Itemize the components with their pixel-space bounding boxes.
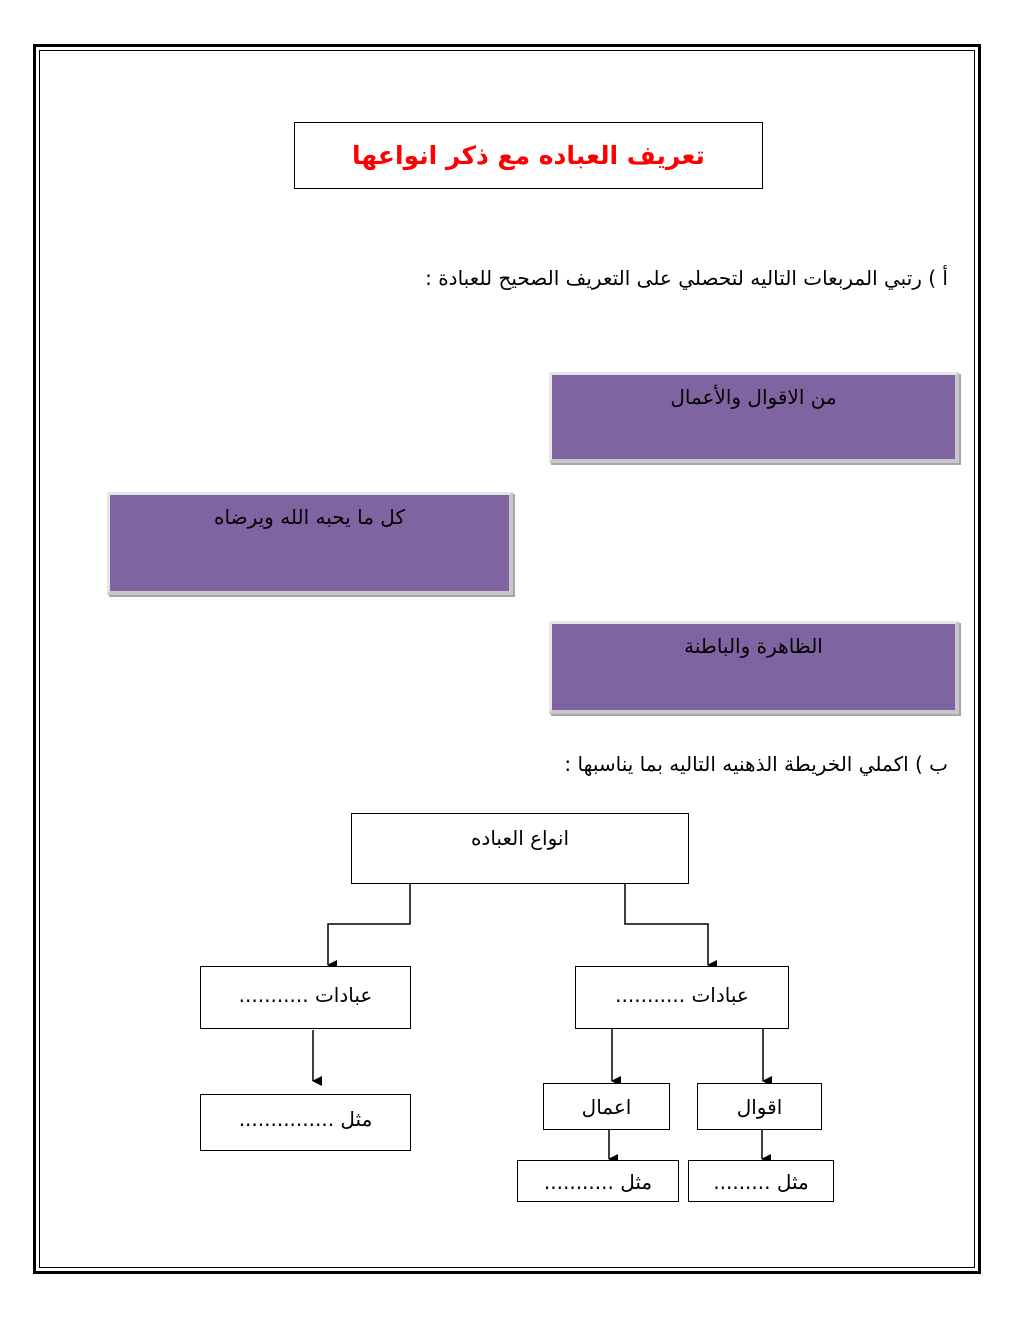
right-branch-label: عبادات ........... — [615, 983, 749, 1007]
right-branch-box[interactable] — [575, 966, 789, 1029]
definition-card-1-label: من الاقوال والأعمال — [670, 385, 837, 409]
actions-box — [543, 1083, 670, 1130]
left-example-label: مثل ............... — [238, 1107, 373, 1131]
sayings-box — [697, 1083, 822, 1130]
root-label: انواع العباده — [470, 826, 570, 850]
root-box — [351, 813, 689, 884]
sayings-example-label: مثل ......... — [713, 1170, 809, 1194]
page-title: تعريف العباده مع ذكر انواعها — [352, 141, 705, 170]
left-branch-label: عبادات ........... — [238, 983, 373, 1007]
sayings-label: اقوال — [736, 1095, 783, 1119]
definition-card-3-label: الظاهرة والباطنة — [684, 634, 823, 658]
actions-label: اعمال — [581, 1095, 632, 1119]
instruction-b: ب ) اكملي الخريطة الذهنيه التاليه بما يناسبها : — [564, 752, 948, 776]
actions-example-label: مثل ........... — [543, 1170, 653, 1194]
actions-example-box[interactable] — [517, 1160, 679, 1202]
left-example-box[interactable] — [200, 1094, 411, 1151]
left-branch-box[interactable] — [200, 966, 411, 1029]
definition-card-2-label: كل ما يحبه الله ويرضاه — [214, 505, 405, 529]
instruction-a: أ ) رتبي المربعات التاليه لتحصلي على التعريف الصحيح للعبادة : — [425, 266, 948, 290]
sayings-example-box[interactable] — [688, 1160, 834, 1202]
